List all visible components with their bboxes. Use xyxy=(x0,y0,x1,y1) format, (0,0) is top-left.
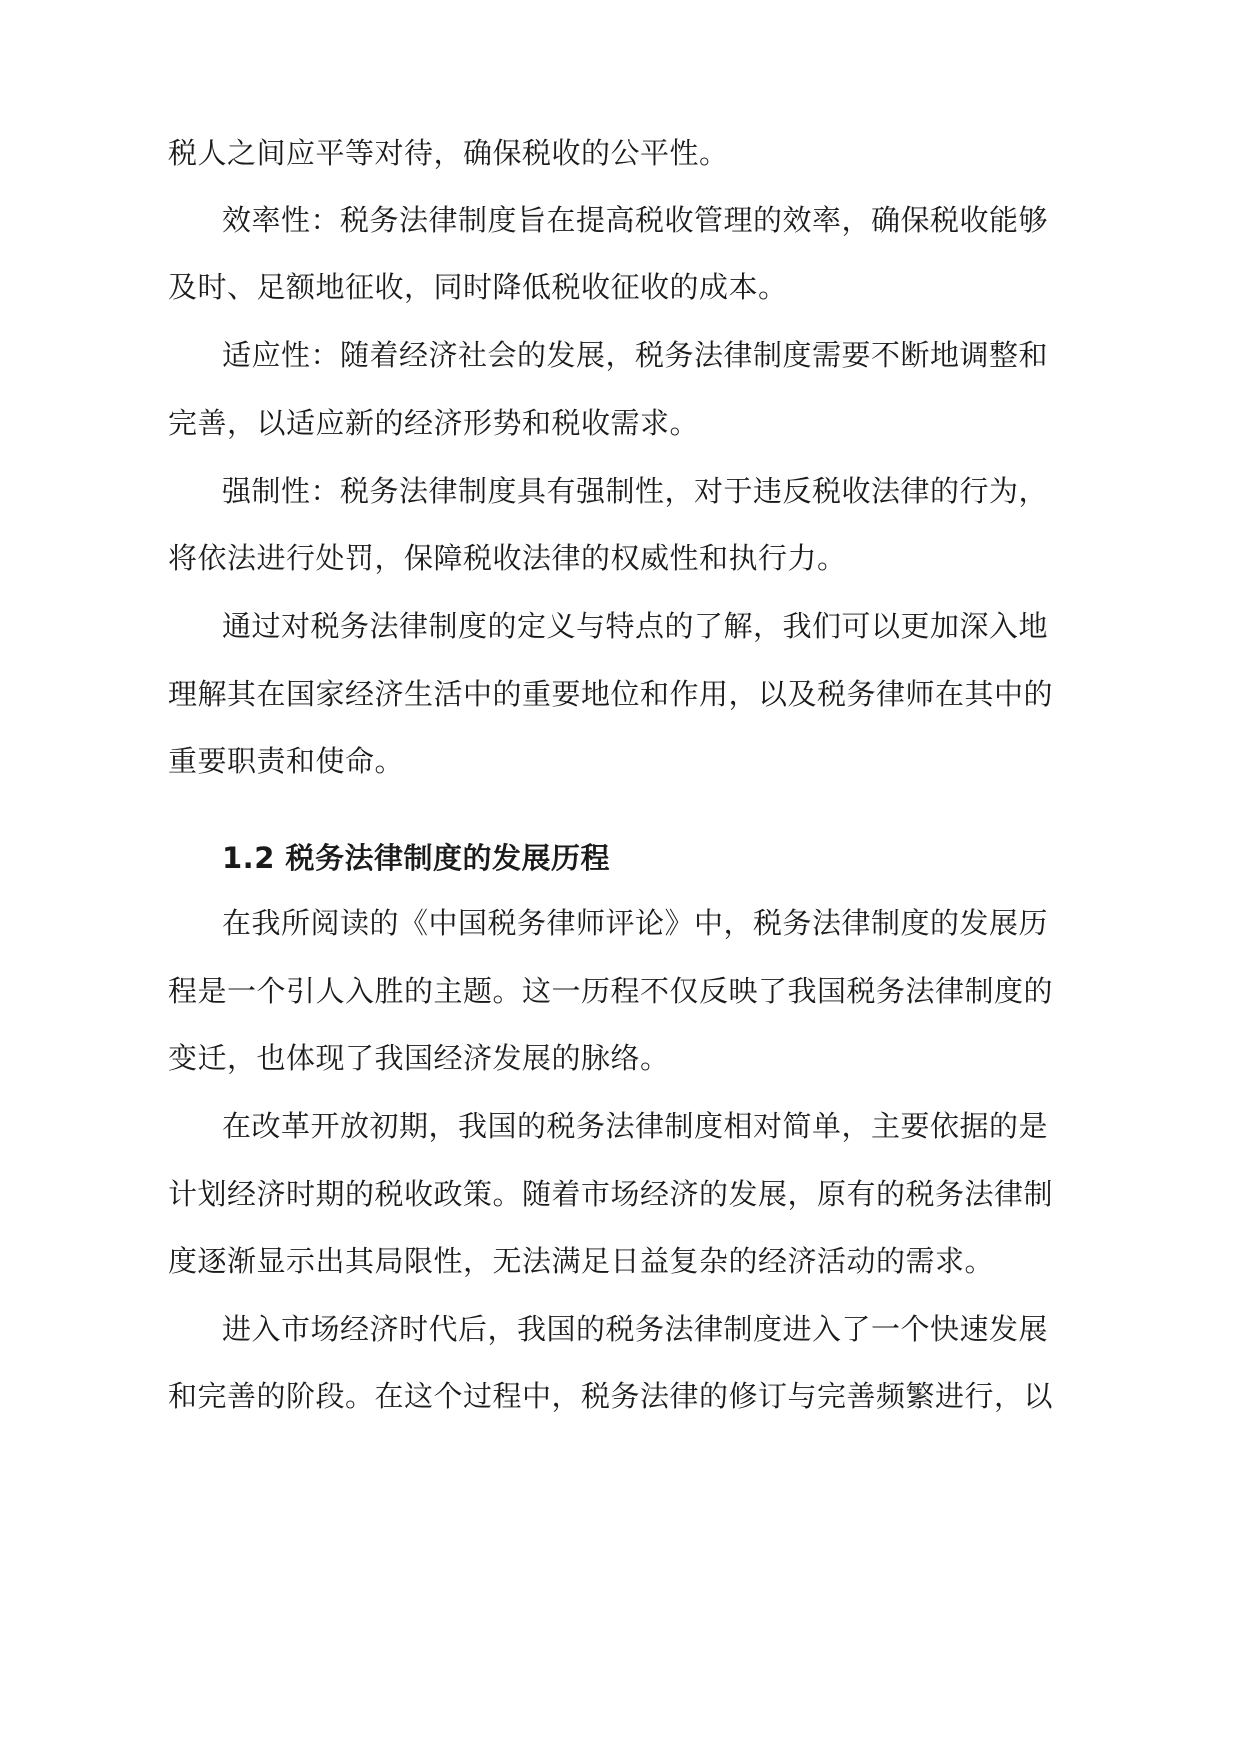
text-line: 效率性：税务法律制度旨在提高税收管理的效率，确保税收能够 xyxy=(222,203,1049,237)
text-line: 通过对税务法律制度的定义与特点的了解，我们可以更加深入地 xyxy=(222,609,1049,643)
text-line: 度逐渐显示出其局限性，无法满足日益复杂的经济活动的需求。 xyxy=(168,1244,995,1278)
text-line: 变迁，也体现了我国经济发展的脉络。 xyxy=(168,1041,670,1075)
text-line: 在我所阅读的《中国税务律师评论》中，税务法律制度的发展历 xyxy=(222,906,1049,940)
text-line: 进入市场经济时代后，我国的税务法律制度进入了一个快速发展 xyxy=(222,1312,1049,1346)
text-line: 适应性：随着经济社会的发展，税务法律制度需要不断地调整和 xyxy=(222,338,1049,372)
text-line: 计划经济时期的税收政策。随着市场经济的发展，原有的税务法律制 xyxy=(168,1177,1054,1211)
section-heading: 1.2 税务法律制度的发展历程 xyxy=(222,841,610,875)
text-line: 程是一个引人入胜的主题。这一历程不仅反映了我国税务法律制度的 xyxy=(168,974,1054,1008)
text-line: 税人之间应平等对待，确保税收的公平性。 xyxy=(168,136,729,170)
text-line: 重要职责和使命。 xyxy=(168,744,405,778)
text-line: 在改革开放初期，我国的税务法律制度相对简单，主要依据的是 xyxy=(222,1109,1049,1143)
text-line: 和完善的阶段。在这个过程中，税务法律的修订与完善频繁进行，以 xyxy=(168,1379,1054,1413)
text-line: 完善，以适应新的经济形势和税收需求。 xyxy=(168,406,700,440)
text-line: 强制性：税务法律制度具有强制性，对于违反税收法律的行为， xyxy=(222,474,1049,508)
text-line: 理解其在国家经济生活中的重要地位和作用，以及税务律师在其中的 xyxy=(168,677,1054,711)
text-line: 及时、足额地征收，同时降低税收征收的成本。 xyxy=(168,270,788,304)
text-line: 将依法进行处罚，保障税收法律的权威性和执行力。 xyxy=(168,541,847,575)
